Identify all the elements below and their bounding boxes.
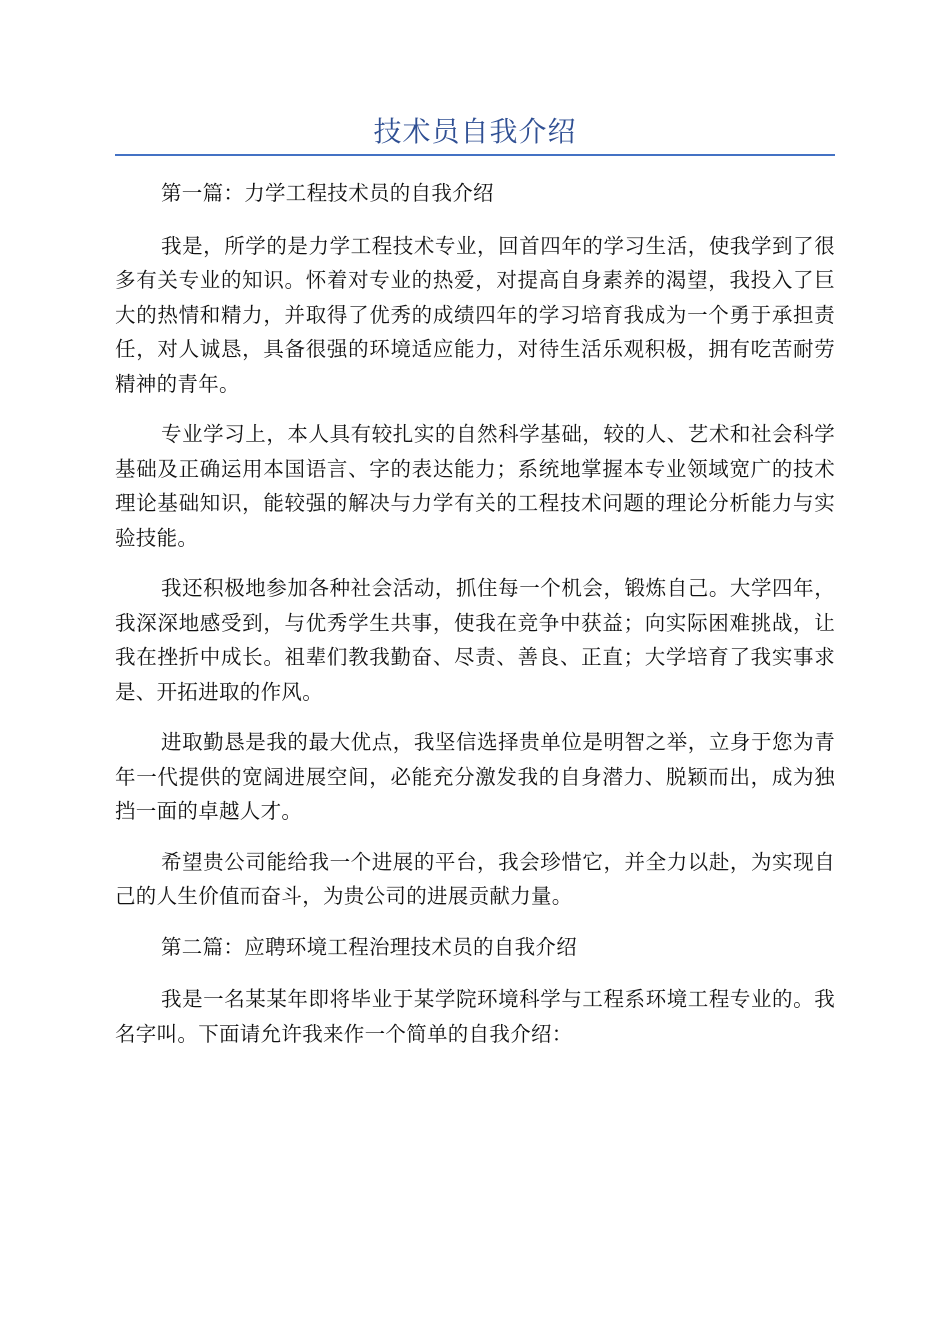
document-title: 技术员自我介绍 bbox=[373, 115, 577, 148]
paragraph: 专业学习上，本人具有较扎实的自然科学基础，较的人、艺术和社会科学基础及正确运用本国语言、字的表达能力；系统地掌握本专业领域宽广的技术理论基础知识，能较强的解决与力学有关的工程技术问题的理论分析能力与实验技能。 bbox=[115, 422, 835, 550]
paragraph: 我还积极地参加各种社会活动，抓住每一个机会，锻炼自己。大学四年，我深深地感受到，与优秀学生共事，使我在竞争中获益；向实际困难挑战，让我在挫折中成长。祖辈们教我勤奋、尽责、善良、正直；大学培育了我实事求是、开拓进取的作风。 bbox=[115, 576, 835, 704]
document-body bbox=[115, 176, 835, 1067]
paragraph: 进取勤恳是我的最大优点，我坚信选择贵单位是明智之举，立身于您为青年一代提供的宽阔进展空间，必能充分激发我的自身潜力、脱颖而出，成为独挡一面的卓越人才。 bbox=[115, 730, 835, 823]
paragraph: 我是，所学的是力学工程技术专业，回首四年的学习生活，使我学到了很多有关专业的知识。怀着对专业的热爱，对提高自身素养的渴望，我投入了巨大的热情和精力，并取得了优秀的成绩四年的学习培育我成为一个勇于承担责任，对人诚恳，具备很强的环境适应能力，对待生活乐观积极，拥有吃苦耐劳精神的青年。 bbox=[115, 233, 835, 396]
section-heading-2: 第二篇：应聘环境工程治理技术员的自我介绍 bbox=[161, 934, 577, 959]
title-underline bbox=[115, 154, 835, 156]
paragraph: 希望贵公司能给我一个进展的平台，我会珍惜它，并全力以赴，为实现自己的人生价值而奋斗，为贵公司的进展贡献力量。 bbox=[115, 849, 835, 908]
section-heading-1: 第一篇：力学工程技术员的自我介绍 bbox=[161, 181, 494, 205]
paragraph: 我是一名某某年即将毕业于某学院环境科学与工程系环境工程专业的。我名字叫。下面请允许我来作一个简单的自我介绍： bbox=[115, 987, 835, 1046]
